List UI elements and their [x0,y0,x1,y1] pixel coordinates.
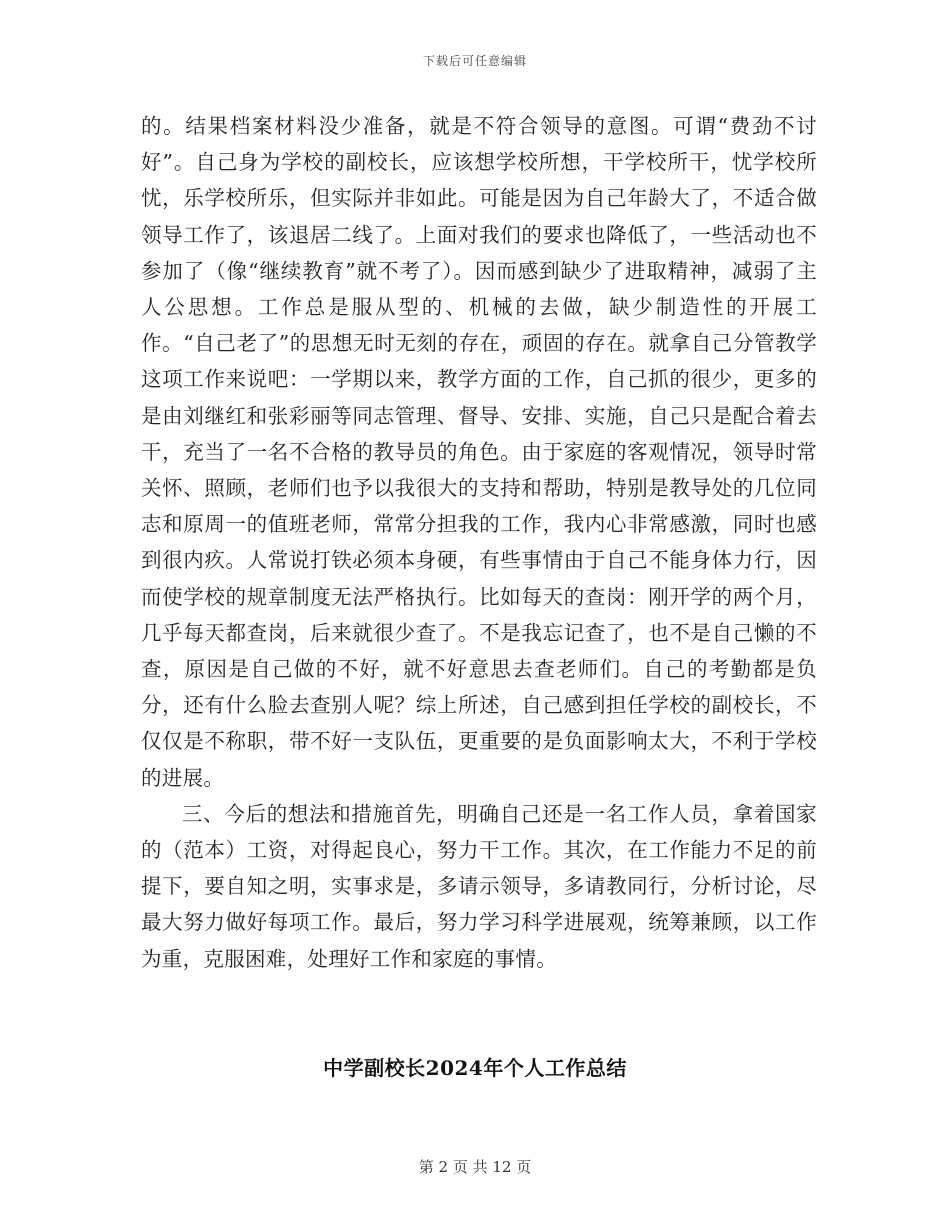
section-title: 中学副校长2024年个人工作总结 [323,1056,627,1080]
body-paragraph-1: 的。结果档案材料没少准备，就是不符合领导的意图。可谓“费劲不讨好”。自己身为学校的副校长，应该想学校所想，干学校所干，忧学校所忧，乐学校所乐，但实际并非如此。可能是因为自己年龄大了，不适合做领导工作了，该退居二线了。上面对我们的要求也降低了，一些活动也不参加了（像“继续教育”就不考了）。因而感到缺少了进取精神，减弱了主人公思想。工作总是服从型的、机械的去做，缺少制造性的开展工作。“自己老了”的思想无时无刻的存在，顽固的存在。就拿自己分管教学这项工作来说吧：一学期以来，教学方面的工作，自己抓的很少，更多的是由刘继红和张彩丽等同志管理、督导、安排、实施，自己只是配合着去干，充当了一名不合格的教导员的角色。由于家庭的客观情况，领导时常关怀、照顾，老师们也予以我很大的支持和帮助，特别是教导处的几位同志和原周一的值班老师，常常分担我的工作，我内心非常感激，同时也感到很内疚。人常说打铁必须本身硬，有些事情由于自己不能身体力行，因而使学校的规章制度无法严格执行。比如每天的查岗：刚开学的两个月，几乎每天都查岗，后来就很少查了。不是我忘记查了，也不是自己懒的不查，原因是自己做的不好，就不好意思去查老师们。自己的考勤都是负分，还有什么脸去查别人呢？综上所述，自己感到担任学校的副校长，不仅仅是不称职，带不好一支队伍，更重要的是负面影响太大，不利于学校的进展。 [141,114,817,790]
body-paragraph-2: 三、今后的想法和措施首先，明确自己还是一名工作人员，拿着国家的（范本）工资，对得起良心，努力干工作。其次，在工作能力不足的前提下，要自知之明，实事求是，多请示领导，多请教同行，分析讨论，尽最大努力做好每项工作。最后，努力学习科学进展观，统筹兼顾，以工作为重，克服困难，处理好工作和家庭的事情。 [141,801,817,971]
page-footer: 第 2 页 共 12 页 [418,1158,532,1176]
page-header-note: 下载后可任意编辑 [422,54,527,68]
document-body [141,108,817,977]
